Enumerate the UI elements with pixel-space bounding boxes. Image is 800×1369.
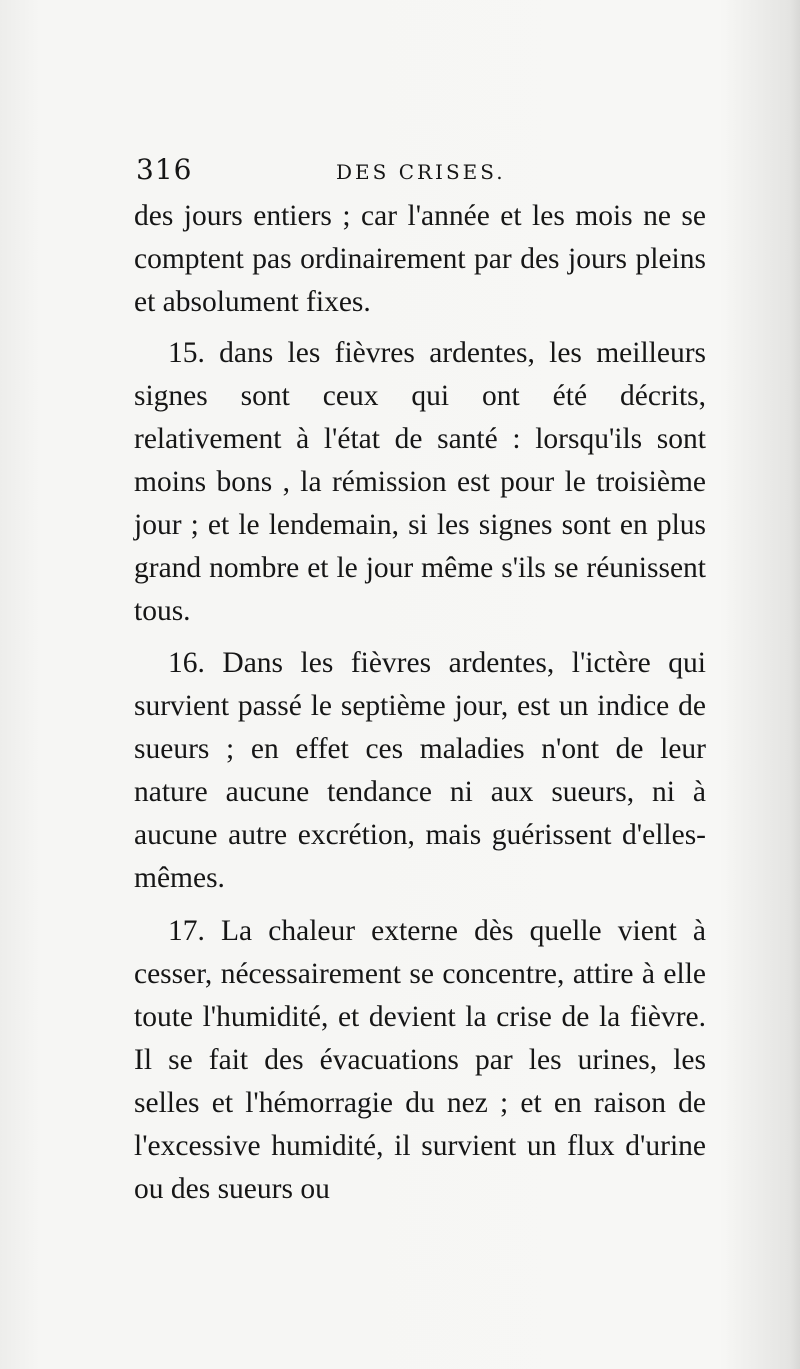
body-text xyxy=(134,195,706,1211)
paragraph-section-17: 17. La chaleur externe dès quelle vient à cesser, nécessairement se concentre, attire à elle toute l'humidité, et devient la crise de la fièvre. Il se fait des évacuations par les urines, les selles et l'hémorragie du nez ; et en raison de l'excessive humidité, il survient un flux d'urine ou des sueurs ou xyxy=(134,915,706,1205)
running-title: DES CRISES. xyxy=(336,160,506,184)
paragraph-section-15: 15. dans les fièvres ardentes, les meilleurs signes sont ceux qui ont été décrits, relativement à l'état de santé : lorsqu'ils sont moins bons , la rémission est pour le troisième jour ; et le lendemain, si les signes sont en plus grand nombre et le jour même s'ils se réunissent tous. xyxy=(134,337,706,627)
paragraph-continuation: des jours entiers ; car l'année et les mois ne se comptent pas ordinairement par des jours pleins et absolument fixes. xyxy=(134,200,706,318)
page-number: 316 xyxy=(136,153,193,186)
paragraph-section-16: 16. Dans les fièvres ardentes, l'ictère qui survient passé le septième jour, est un indice de sueurs ; en effet ces maladies n'ont de leur nature aucune tendance ni aux sueurs, ni à aucune autre excrétion, mais guérissent d'elles-mêmes. xyxy=(134,647,706,894)
page-header xyxy=(136,150,706,190)
